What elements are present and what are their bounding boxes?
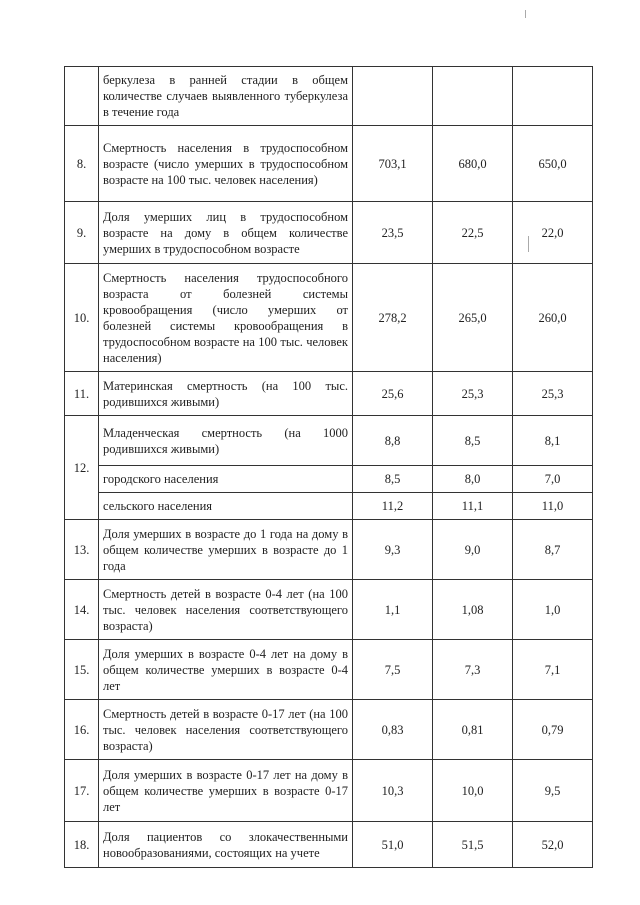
value-col-1: 703,1: [353, 126, 433, 202]
value-col-2: 8,5: [433, 416, 513, 466]
value-col-3: 8,7: [513, 520, 593, 580]
row-number: 13.: [65, 520, 99, 580]
value-col-3: 25,3: [513, 372, 593, 416]
value-col-3: 9,5: [513, 760, 593, 822]
value-col-2: 51,5: [433, 822, 513, 868]
row-number: 18.: [65, 822, 99, 868]
table-row: [65, 640, 593, 700]
value-col-2: 22,5: [433, 202, 513, 264]
table-row: [65, 822, 593, 868]
indicator-text: Доля умерших в возрасте 0-4 лет на дому в общем количестве умерших в возрасте 0-4 лет: [99, 640, 353, 700]
value-col-3: 1,0: [513, 580, 593, 640]
indicator-text: Доля умерших в возрасте 0-17 лет на дому в общем количестве умерших в возрасте 0-17 лет: [99, 760, 353, 822]
row-number: 15.: [65, 640, 99, 700]
value-col-3: 11,0: [513, 493, 593, 520]
value-col-3: 52,0: [513, 822, 593, 868]
indicator-text: Доля умерших в возрасте до 1 года на дому в общем количестве умерших в возрасте до 1 года: [99, 520, 353, 580]
indicator-text: Смертность детей в возрасте 0-17 лет (на 100 тыс. человек населения соответствующего возраста): [99, 700, 353, 760]
indicator-text: Смертность населения в трудоспособном возрасте (число умерших в трудоспособном возрасте на 100 тыс. человек населения): [99, 126, 353, 202]
value-col-3: 650,0: [513, 126, 593, 202]
value-col-3: 7,1: [513, 640, 593, 700]
table-row: [65, 466, 593, 493]
value-col-1: 7,5: [353, 640, 433, 700]
value-col-2: 10,0: [433, 760, 513, 822]
row-number: 9.: [65, 202, 99, 264]
table-row: [65, 126, 593, 202]
table-row: [65, 760, 593, 822]
value-col-2: 7,3: [433, 640, 513, 700]
value-col-1: 25,6: [353, 372, 433, 416]
indicator-text: беркулеза в ранней стадии в общем количестве случаев выявленного туберкулеза в течение года: [99, 67, 353, 126]
table-row: [65, 416, 593, 466]
value-col-2: 25,3: [433, 372, 513, 416]
value-col-3: 0,79: [513, 700, 593, 760]
value-col-1: [353, 67, 433, 126]
row-number: 14.: [65, 580, 99, 640]
value-col-3: 7,0: [513, 466, 593, 493]
value-col-2: 0,81: [433, 700, 513, 760]
value-col-2: 11,1: [433, 493, 513, 520]
row-number: [65, 67, 99, 126]
value-col-1: 0,83: [353, 700, 433, 760]
indicator-text: Смертность населения трудоспособного возраста от болезней системы кровообращения (число умерших от болезней системы кровообращения в трудоспособном возрасте на 100 тыс. человек населения): [99, 264, 353, 372]
indicator-text: Смертность детей в возрасте 0-4 лет (на 100 тыс. человек населения соответствующего возраста): [99, 580, 353, 640]
table-row: [65, 520, 593, 580]
table-row: [65, 580, 593, 640]
value-col-1: 23,5: [353, 202, 433, 264]
table-row: [65, 202, 593, 264]
value-col-2: 265,0: [433, 264, 513, 372]
value-col-1: 278,2: [353, 264, 433, 372]
value-col-1: 1,1: [353, 580, 433, 640]
indicator-text: городского населения: [99, 466, 353, 493]
row-number: 8.: [65, 126, 99, 202]
value-col-3: 22,0: [513, 202, 593, 264]
value-col-1: 11,2: [353, 493, 433, 520]
row-number: 12.: [65, 416, 99, 520]
value-col-1: 8,8: [353, 416, 433, 466]
table-row: [65, 372, 593, 416]
value-col-1: 10,3: [353, 760, 433, 822]
value-col-1: 9,3: [353, 520, 433, 580]
table-row: [65, 493, 593, 520]
value-col-3: [513, 67, 593, 126]
table-row: [65, 264, 593, 372]
row-number: 11.: [65, 372, 99, 416]
value-col-2: [433, 67, 513, 126]
scan-artifact: [525, 10, 526, 18]
row-number: 16.: [65, 700, 99, 760]
row-number: 10.: [65, 264, 99, 372]
table-row: [65, 67, 593, 126]
value-col-2: 8,0: [433, 466, 513, 493]
value-col-2: 9,0: [433, 520, 513, 580]
indicator-text: Младенческая смертность (на 1000 родившихся живыми): [99, 416, 353, 466]
value-col-2: 680,0: [433, 126, 513, 202]
value-col-1: 8,5: [353, 466, 433, 493]
table-row: [65, 700, 593, 760]
indicator-text: Доля умерших лиц в трудоспособном возрасте на дому в общем количестве умерших в трудоспособном возрасте: [99, 202, 353, 264]
value-col-2: 1,08: [433, 580, 513, 640]
indicator-text: Доля пациентов со злокачественными новообразованиями, состоящих на учете: [99, 822, 353, 868]
scan-artifact: [528, 236, 529, 252]
value-col-3: 260,0: [513, 264, 593, 372]
value-col-1: 51,0: [353, 822, 433, 868]
value-col-3: 8,1: [513, 416, 593, 466]
indicator-text: сельского населения: [99, 493, 353, 520]
indicators-table: [64, 66, 593, 868]
indicator-text: Материнская смертность (на 100 тыс. родившихся живыми): [99, 372, 353, 416]
row-number: 17.: [65, 760, 99, 822]
